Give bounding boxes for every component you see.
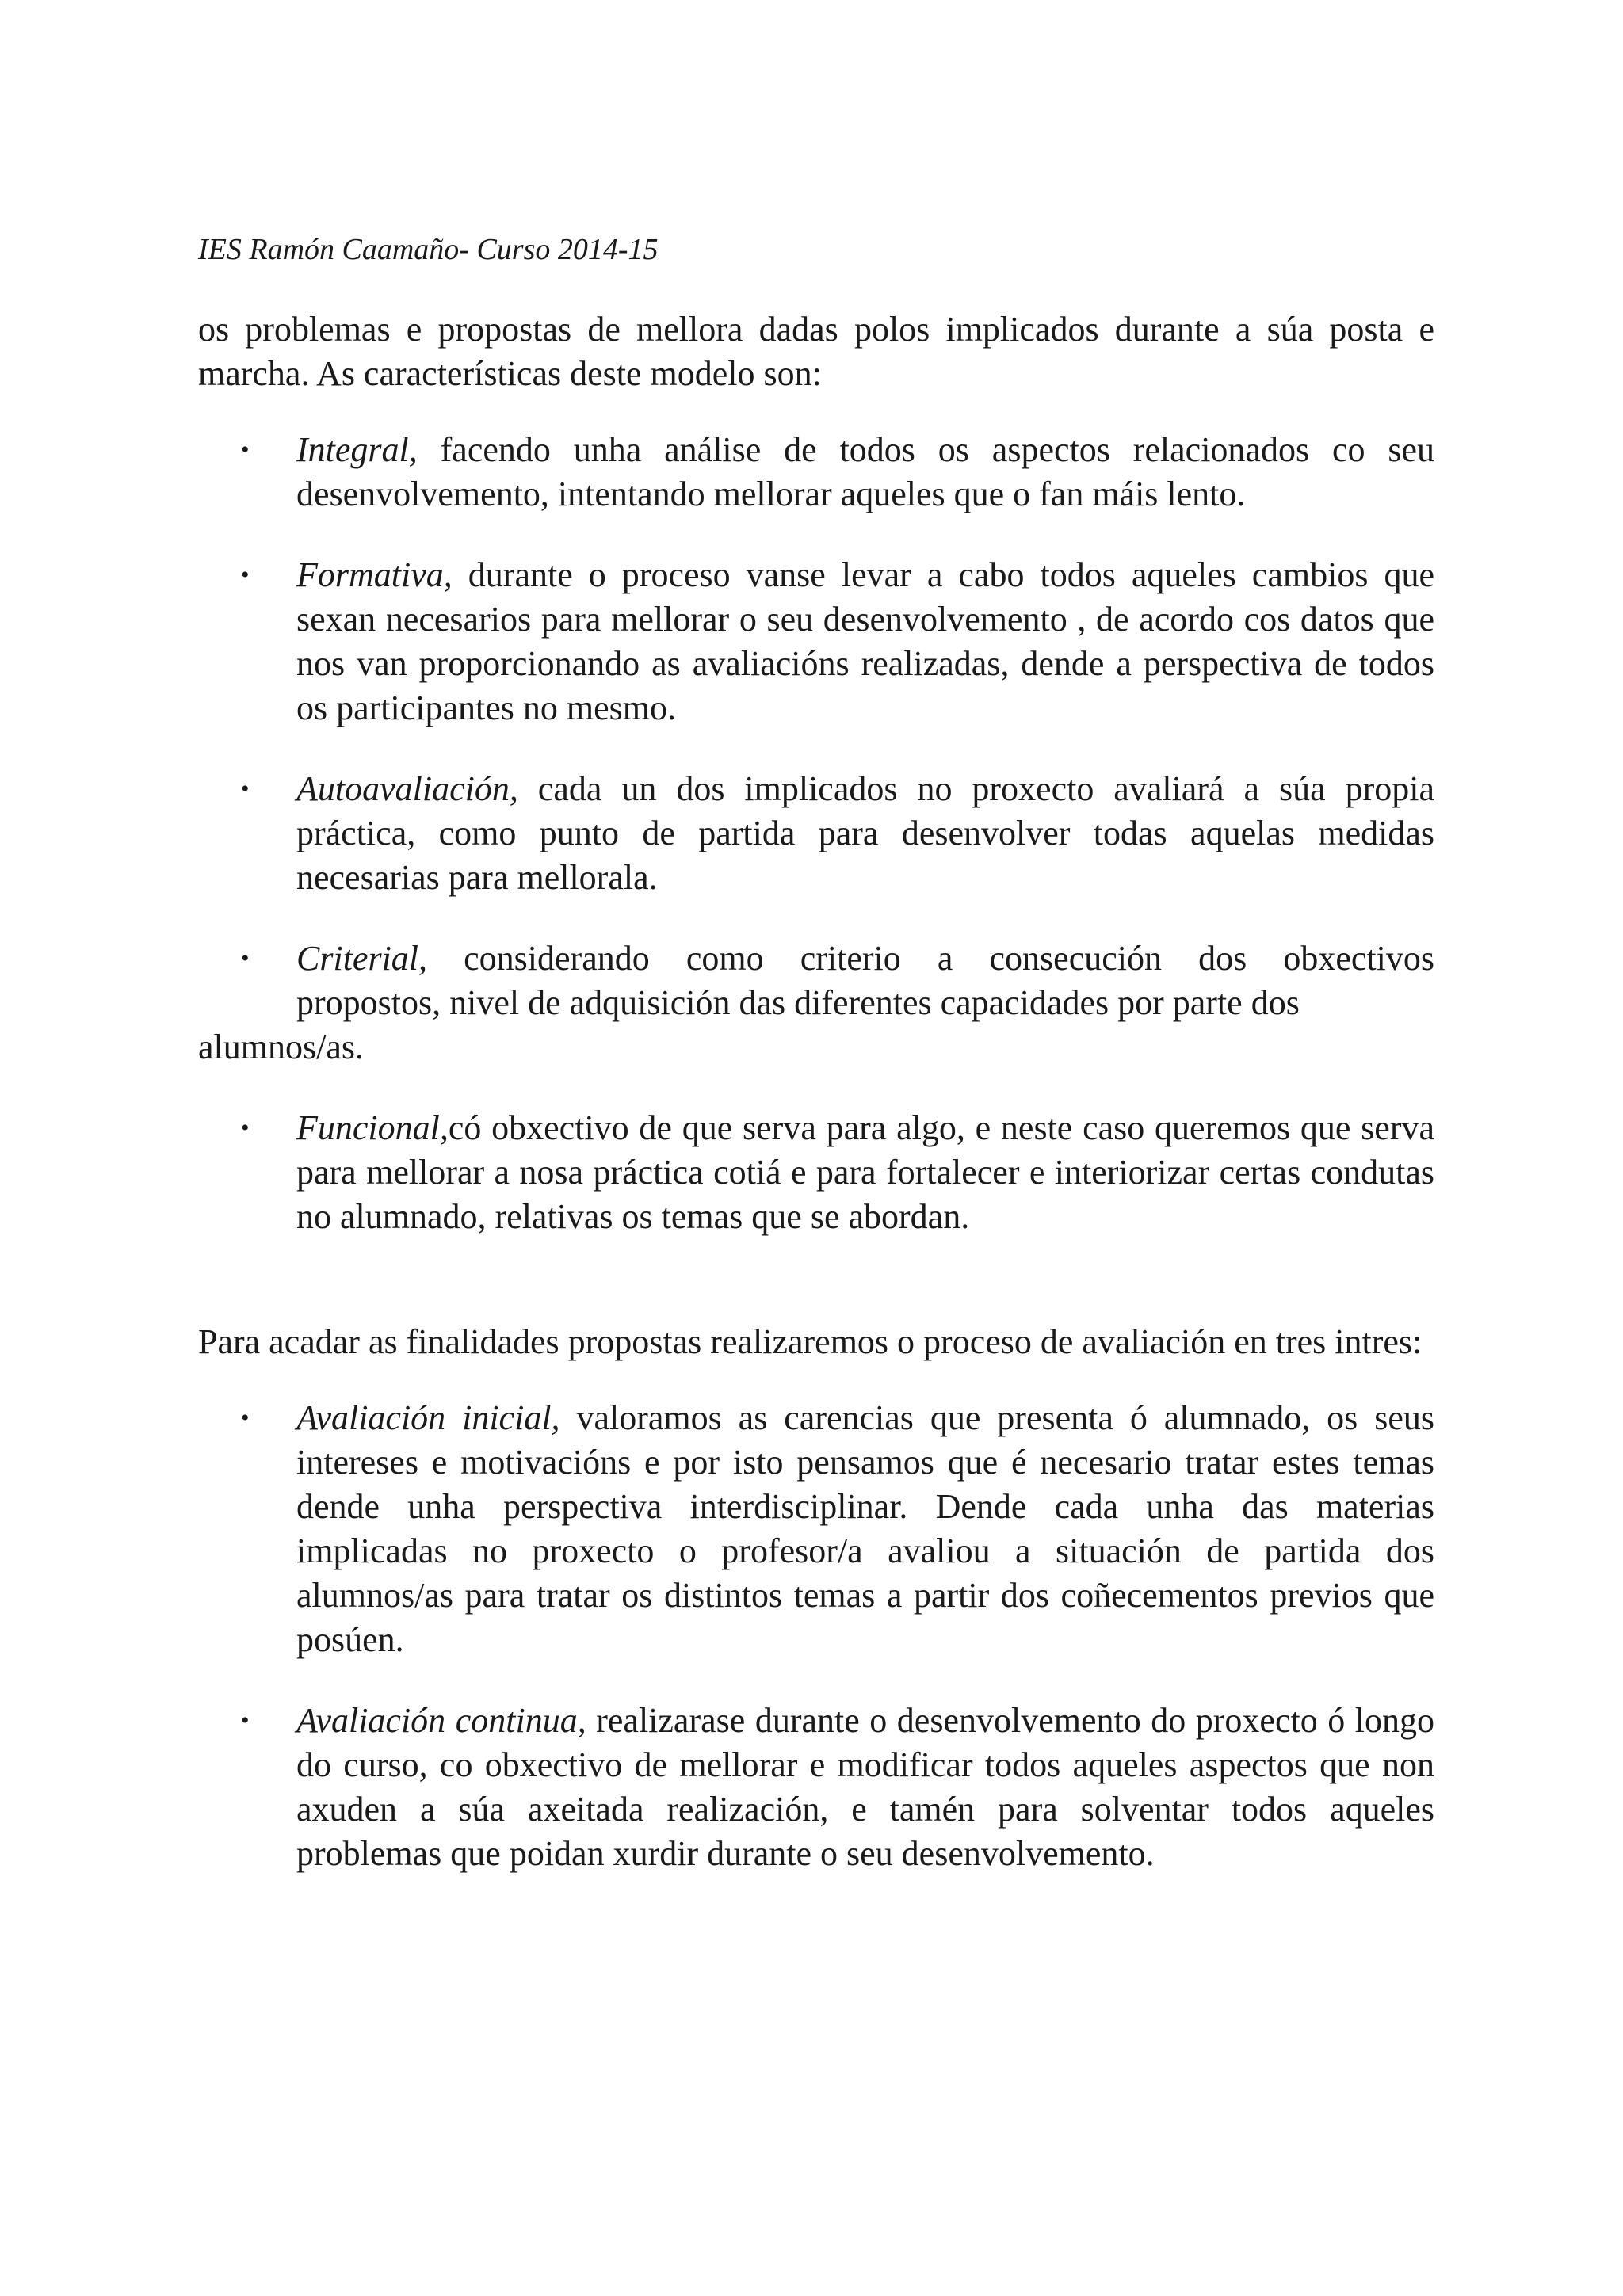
phases-intro-paragraph: Para acadar as finalidades propostas realizaremos o proceso de avaliación en tres intres: (198, 1322, 1423, 1361)
item-term: Formativa, (296, 555, 453, 594)
item-term: Avaliación continua, (296, 1701, 586, 1740)
page-header: IES Ramón Caamaño- Curso 2014-15 (198, 233, 659, 266)
bullet-icon: • (241, 1405, 250, 1431)
bullet-icon: • (241, 562, 250, 588)
item-term: Funcional, (296, 1108, 449, 1147)
characteristics-list (198, 428, 1434, 1239)
list-item (198, 428, 1434, 517)
item-term: Integral, (296, 430, 418, 469)
list-item (198, 553, 1434, 730)
list-item (198, 936, 1434, 1070)
list-item (198, 1396, 1434, 1662)
list-item (198, 1699, 1434, 1876)
item-term: Avaliación inicial, (296, 1398, 560, 1437)
intro-paragraph: os problemas e propostas de mellora dadas polos implicados durante a súa posta e marcha. As características deste modelo son: (198, 310, 1434, 393)
item-text: có obxectivo de que serva para algo, e neste caso queremos que serva para mellorar a nosa práctica cotiá e para fortalecer e interiorizar certas condutas no alumnado, relativas os temas que se abordan. (296, 1108, 1434, 1236)
bullet-icon: • (241, 776, 250, 802)
list-item (198, 767, 1434, 900)
item-text: realizarase durante o desenvolvemento do proxecto ó longo do curso, co obxectivo de mellorar e modificar todos aqueles aspectos que non axuden a súa axeitada realización, e tamén para solventar todos aqueles problemas que poidan xurdir durante o seu desenvolvemento. (296, 1701, 1435, 1873)
item-second-line: propostos, nivel de adquisición das diferentes capacidades por parte dos (296, 983, 1300, 1022)
phases-list (198, 1396, 1434, 1876)
item-first-line (198, 936, 1434, 981)
bullet-icon: • (241, 1115, 250, 1141)
bullet-icon: • (241, 437, 250, 463)
item-text: durante o proceso vanse levar a cabo todos aqueles cambios que sexan necesarios para mellorar o seu desenvolvemento , de acordo cos datos que nos van proporcionando as avaliacións realizadas, dende a perspectiva de todos os participantes no mesmo. (296, 555, 1434, 727)
bullet-icon: • (241, 1707, 250, 1733)
item-text: facendo unha análise de todos os aspectos relacionados co seu desenvolvemento, intentando mellorar aqueles que o fan máis lento. (296, 430, 1434, 513)
item-text: cada un dos implicados no proxecto avaliará a súa propia práctica, como punto de partida para desenvolver todas aquelas medidas necesarias para mellorala. (296, 769, 1434, 897)
item-term: Criterial, (296, 939, 428, 978)
spacer (198, 1276, 1434, 1320)
item-term: Autoavaliación, (296, 769, 518, 808)
document-page (198, 230, 1434, 1913)
item-text: valoramos as carencias que presenta ó alumnado, os seus intereses e motivacións e por isto pensamos que é necesario tratar estes temas dende unha perspectiva interdisciplinar. Dende cada unha das materias implicadas no proxecto o profesor/a avaliou a situación de partida dos alumnos/as para tratar os distintos temas a partir dos coñecementos previos que posúen. (296, 1398, 1435, 1659)
item-text: considerando como criterio a consecución dos obxectivos (427, 939, 1434, 978)
list-item (198, 1106, 1434, 1239)
bullet-icon: • (241, 945, 250, 971)
item-third-line: alumnos/as. (198, 1028, 364, 1066)
